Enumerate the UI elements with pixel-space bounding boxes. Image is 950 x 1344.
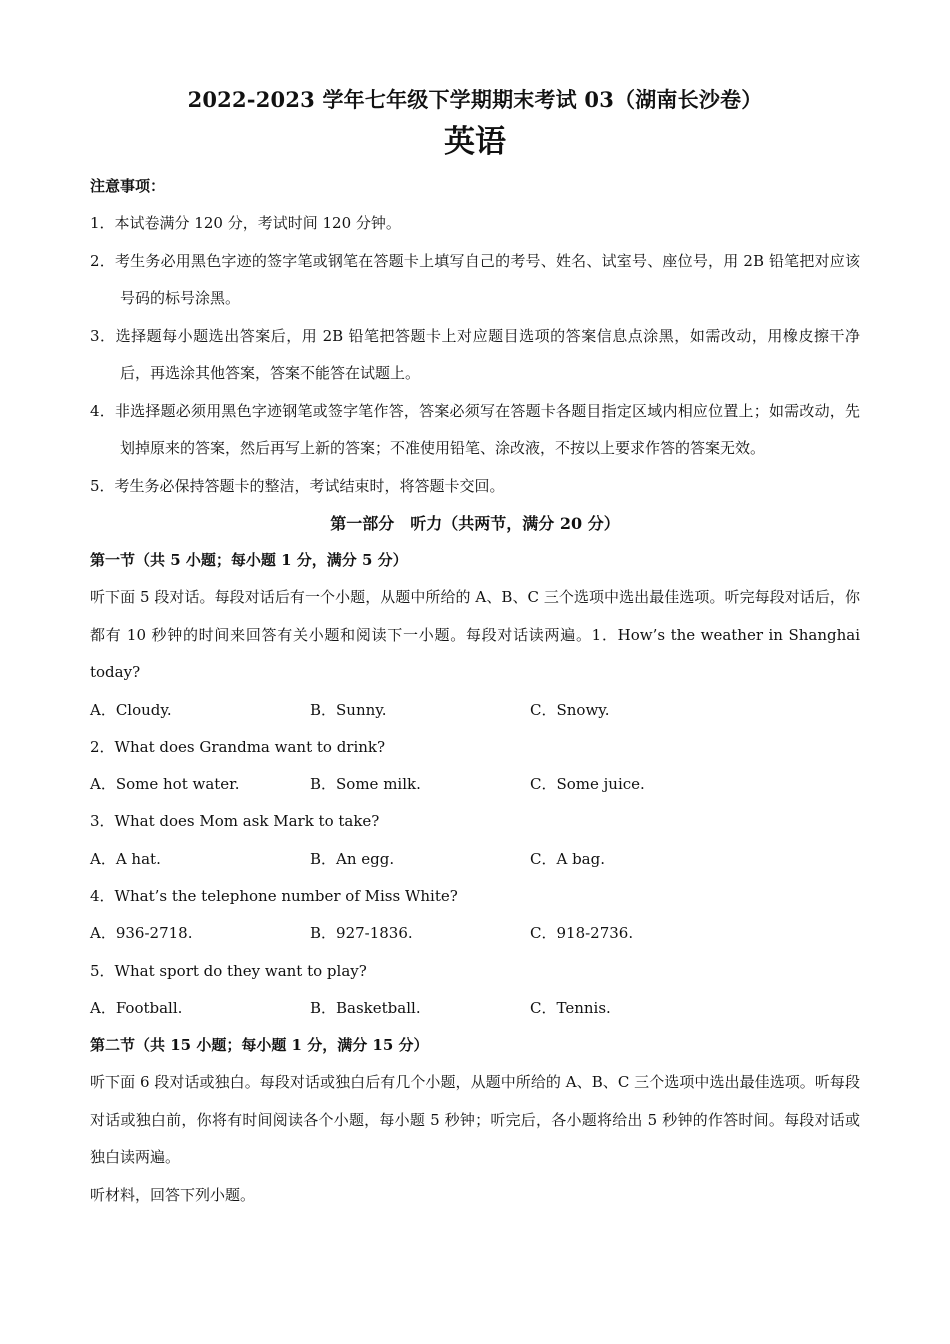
part1-heading: 第一部分 听力（共两节，满分 20 分） [330,514,620,533]
q2-option-a[interactable]: A．Some hot water. [90,775,240,794]
subject-title: 英语 [444,124,506,160]
q1-option-c[interactable]: C．Snowy. [530,700,610,719]
section2-instructions: 听下面 6 段对话或独白。每段对话或独白后有几个小题，从题中所给的 A、B、C 三个选项中选出最佳选项。听每段对话或独白前，你将有时间阅读各个小题，每小题 5 秒钟；听完后，各小题将给出 5 秒钟的作答时间。每段对话或独白读两遍。 [90,1073,860,1167]
note-item-2: 2．考生务必用黑色字迹的签字笔或钢笔在答题卡上填写自己的考号、姓名、试室号、座位号，用 2B 铅笔把对应该号码的标号涂黑。 [90,251,860,307]
q3-option-a[interactable]: A．A hat. [90,849,161,868]
note-item-4: 4．非选择题必须用黑色字迹钢笔或签字笔作答，答案必须写在答题卡各题目指定区域内相应位置上；如需改动，先划掉原来的答案，然后再写上新的答案；不准使用铅笔、涂改液，不按以上要求作答的答案无效。 [90,401,860,457]
question-1-options [90,692,860,729]
q3-option-b[interactable]: B．An egg. [310,849,395,868]
question-3-options [90,841,860,878]
q5-option-b[interactable]: B．Basketball. [310,998,421,1017]
q1-option-b[interactable]: B．Sunny. [310,700,387,719]
section1-instructions: 听下面 5 段对话。每段对话后有一个小题，从题中所给的 A、B、C 三个选项中选出最佳选项。听完每段对话后，你都有 10 秒钟的时间来回答有关小题和阅读下一小题。每段对话读两遍。1．How’s the weather in Shanghai today? [90,588,860,681]
q4-option-c[interactable]: C．918-2736. [530,924,634,943]
q5-option-c[interactable]: C．Tennis. [530,998,611,1017]
q1-option-a[interactable]: A．Cloudy. [90,700,172,719]
section2-prompt: 听材料，回答下列小题。 [90,1185,256,1204]
question-4: 4．What’s the telephone number of Miss White? [90,886,458,905]
question-5: 5．What sport do they want to play? [90,961,367,980]
q3-option-c[interactable]: C．A bag. [530,849,605,868]
note-item-3: 3．选择题每小题选出答案后，用 2B 铅笔把答题卡上对应题目选项的答案信息点涂黑，如需改动，用橡皮擦干净后，再选涂其他答案，答案不能答在试题上。 [90,326,860,382]
question-2-options [90,766,860,803]
q5-option-a[interactable]: A．Football. [90,998,183,1017]
question-3: 3．What does Mom ask Mark to take? [90,812,380,831]
question-2: 2．What does Grandma want to drink? [90,737,386,756]
q2-option-b[interactable]: B．Some milk. [310,775,421,794]
notes-heading: 注意事项： [90,177,166,195]
section1-heading: 第一节（共 5 小题；每小题 1 分，满分 5 分） [90,551,408,569]
question-5-options [90,990,860,1027]
note-item-1: 1．本试卷满分 120 分，考试时间 120 分钟。 [90,214,401,232]
exam-title: 2022-2023 学年七年级下学期期末考试 03（湖南长沙卷） [187,87,763,112]
q4-option-a[interactable]: A．936-2718. [90,924,193,943]
note-item-5: 5．考生务必保持答题卡的整洁，考试结束时，将答题卡交回。 [90,476,505,495]
q2-option-c[interactable]: C．Some juice. [530,775,645,794]
section2-heading: 第二节（共 15 小题；每小题 1 分，满分 15 分） [90,1036,429,1055]
q4-option-b[interactable]: B．927-1836. [310,924,413,943]
question-4-options [90,915,860,952]
